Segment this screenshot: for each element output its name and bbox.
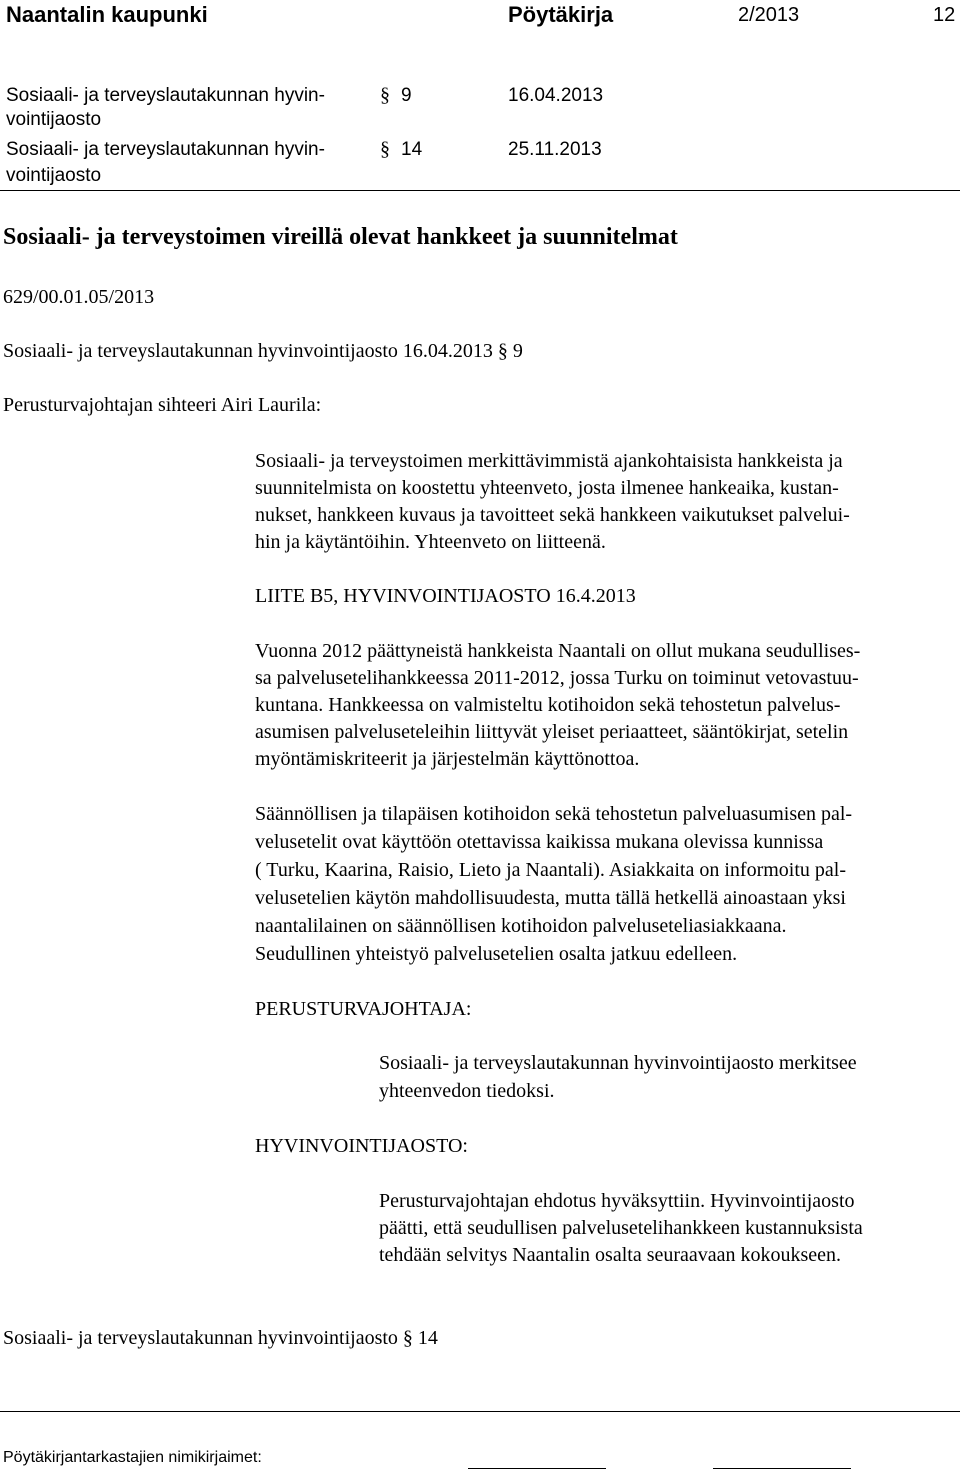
decision-label: HYVINVOINTIJAOSTO: — [255, 1135, 468, 1157]
history-date: 16.04.2013 — [508, 85, 604, 106]
signature-line — [468, 1468, 606, 1469]
text-line: Säännöllisen ja tilapäisen kotihoidon sekä tehostetun palveluasumisen pal- — [255, 803, 853, 825]
section-number: 14 — [401, 139, 423, 160]
issue-number: 2/2013 — [738, 4, 800, 26]
text-line: Sosiaali- ja terveystoimen merkittävimmistä ajankohtaisista hankkeista ja — [255, 450, 843, 472]
text-line: Vuonna 2012 päättyneistä hankkeista Naantali on ollut mukana seudullises- — [255, 640, 861, 662]
signature-line — [713, 1468, 851, 1469]
meeting-line: Sosiaali- ja terveyslautakunnan hyvinvointijaosto 16.04.2013 § 9 — [3, 340, 523, 362]
text-line: myöntämiskriteerit ja järjestelmän käyttönottoa. — [255, 748, 640, 770]
text-line: ( Turku, Kaarina, Raisio, Lieto ja Naantali). Asiakkaita on informoitu pal- — [255, 859, 846, 881]
decision-text: päätti, että seudullisen palvelusetelihankkeen kustannuksista — [379, 1217, 863, 1239]
page-number: 12 — [933, 4, 956, 26]
section-mark: § — [380, 84, 390, 106]
decision-text: Perusturvajohtajan ehdotus hyväksyttiin. Hyvinvointijaosto — [379, 1190, 855, 1212]
next-meeting-line: Sosiaali- ja terveyslautakunnan hyvinvointijaosto § 14 — [3, 1327, 438, 1349]
text-line: kuntana. Hankkeessa on valmisteltu kotihoidon sekä tehostetun palvelus- — [255, 694, 841, 716]
text-line: naantalilainen on säännöllisen kotihoidon palveluseteliasiakkaana. — [255, 915, 787, 937]
history-body: Sosiaali- ja terveyslautakunnan hyvin- — [6, 139, 325, 160]
divider — [0, 1411, 960, 1412]
section-title: Sosiaali- ja terveystoimen vireillä olevat hankkeet ja suunnitelmat — [3, 224, 678, 250]
history-body: Sosiaali- ja terveyslautakunnan hyvin- — [6, 85, 325, 106]
history-body: vointijaosto — [6, 109, 102, 130]
history-date: 25.11.2013 — [508, 139, 602, 160]
text-line: asumisen palveluseteleihin liittyvät yleiset periaatteet, sääntökirjat, setelin — [255, 721, 849, 743]
decision-text: tehdään selvitys Naantalin osalta seuraavaan kokoukseen. — [379, 1244, 842, 1266]
text-line: hin ja käytäntöihin. Yhteenveto on liitteenä. — [255, 531, 606, 553]
proposal-text: yhteenvedon tiedoksi. — [379, 1080, 555, 1102]
divider — [0, 190, 960, 191]
section-number: 9 — [401, 85, 412, 106]
section-mark: § — [380, 138, 390, 160]
proposal-label: PERUSTURVAJOHTAJA: — [255, 998, 472, 1020]
presenter: Perusturvajohtajan sihteeri Airi Laurila: — [3, 394, 322, 416]
history-body: vointijaosto — [6, 165, 102, 186]
attachment-reference: LIITE B5, HYVINVOINTIJAOSTO 16.4.2013 — [255, 585, 636, 607]
text-line: suunnitelmista on koostettu yhteenveto, josta ilmenee hankeaika, kustan- — [255, 477, 839, 499]
proposal-text: Sosiaali- ja terveyslautakunnan hyvinvointijaosto merkitsee — [379, 1052, 857, 1074]
document-type: Pöytäkirja — [508, 2, 614, 27]
organization-name: Naantalin kaupunki — [6, 2, 208, 27]
text-line: nukset, hankkeen kuvaus ja tavoitteet sekä hankkeen vaikutukset palvelui- — [255, 504, 850, 526]
text-line: sa palvelusetelihankkeessa 2011-2012, jossa Turku on toiminut vetovastuu- — [255, 667, 859, 689]
text-line: Seudullinen yhteistyö palvelusetelien osalta jatkuu edelleen. — [255, 943, 738, 965]
reference-number: 629/00.01.05/2013 — [3, 286, 155, 308]
signatures-label: Pöytäkirjantarkastajien nimikirjaimet: — [3, 1449, 262, 1466]
text-line: velusetelien käytön mahdollisuudesta, mutta tällä hetkellä ainoastaan yksi — [255, 887, 846, 909]
text-line: velusetelit ovat käyttöön otettavissa kaikissa mukana olevissa kunnissa — [255, 831, 824, 853]
